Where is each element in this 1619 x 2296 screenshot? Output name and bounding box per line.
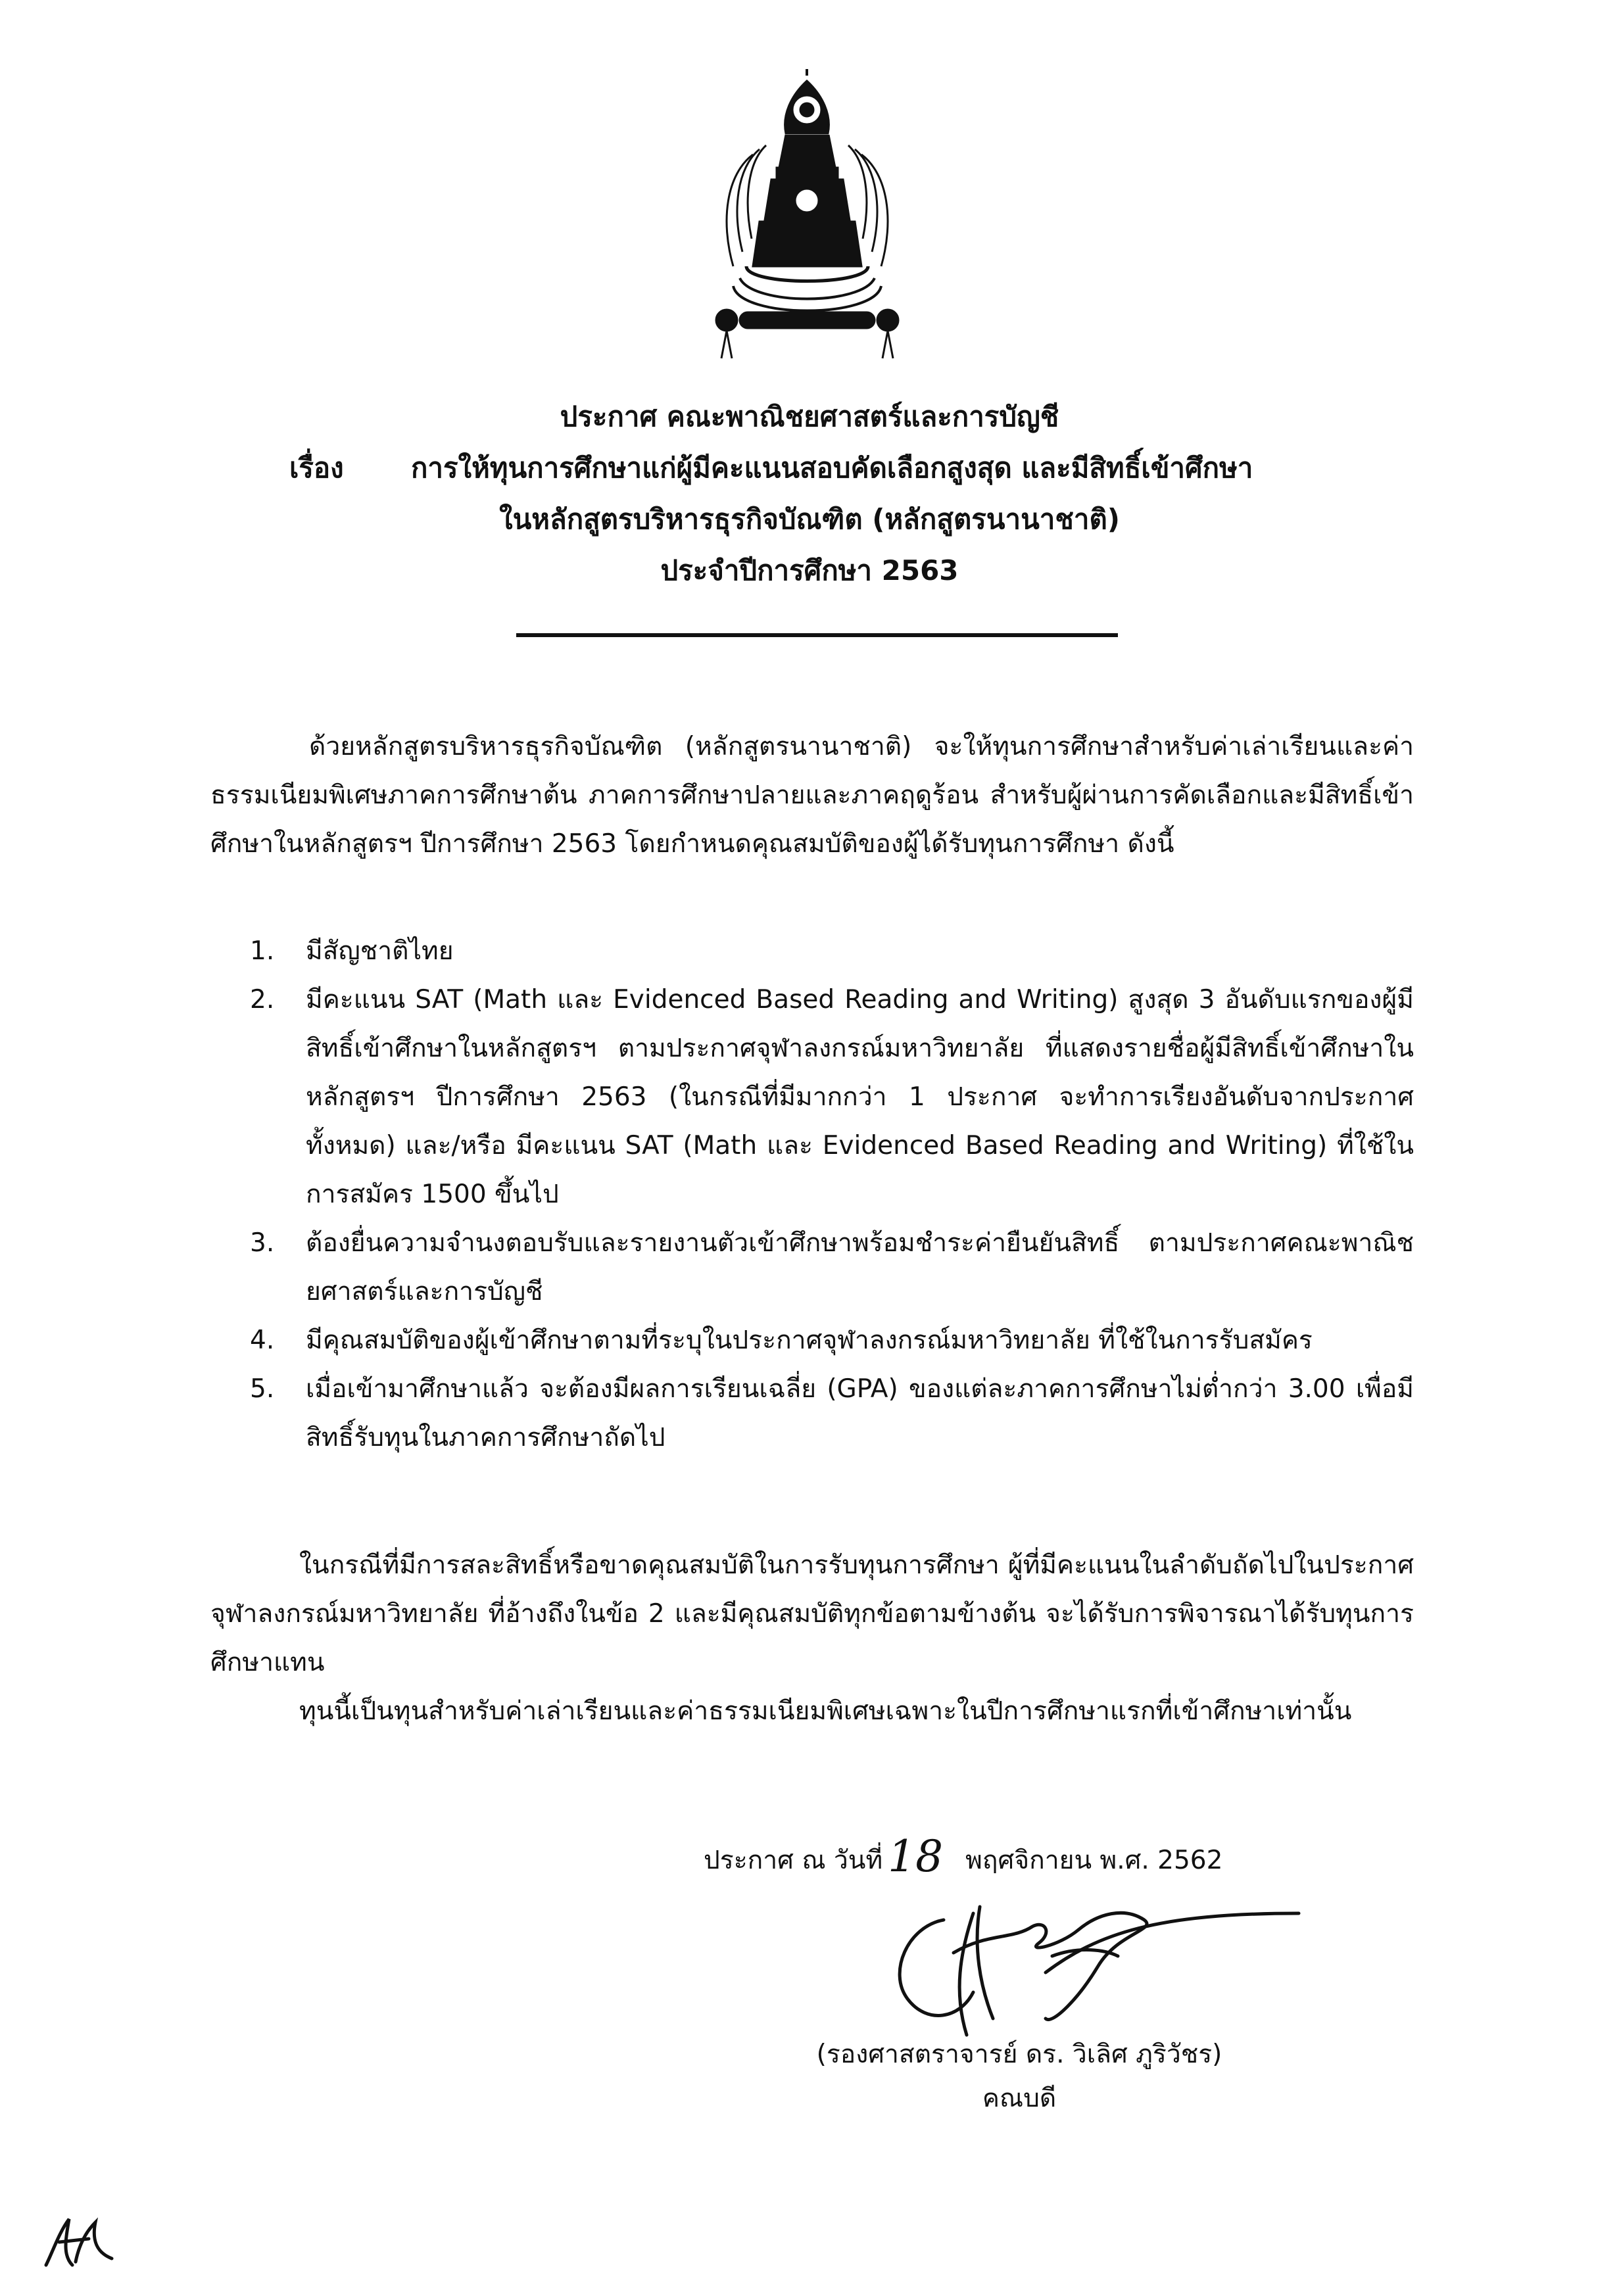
conditions-list <box>250 927 1414 1462</box>
title-block <box>0 391 1619 596</box>
scope-paragraph: ทุนนี้เป็นทุนสำหรับค่าเล่าเรียนและค่าธรรมเนียมพิเศษเฉพาะในปีการศึกษาแรกที่เข้าศึกษาเท่านั้น <box>299 1696 1352 1726</box>
list-item-text: มีคะแนน SAT (Math และ Evidenced Based Reading and Writing) สูงสุด 3 อันดับแรกของผู้มีสิทธิ์เข้าศึกษาในหลักสูตรฯ ตามประกาศจุฬาลงกรณ์มหาวิทยาลัย ที่แสดงรายชื่อผู้มีสิทธิ์เข้าศึกษาในหลักสูตรฯ ปีการศึกษา 2563 (ในกรณีที่มีมากกว่า 1 ประกาศ จะทำการเรียงอันดับจากประกาศทั้งหมด) และ/หรือ มีคะแนน SAT (Math และ Evidenced Based Reading and Writing) ที่ใช้ในการสมัคร 1500 ขึ้นไป <box>306 985 1414 1209</box>
subject-row <box>0 442 1619 494</box>
date-prefix: ประกาศ ณ วันที่ <box>704 1846 883 1875</box>
list-item <box>250 927 1414 976</box>
list-item <box>250 976 1414 1219</box>
signer-name: (รองศาสตราจารย์ ดร. วิเลิศ ภูริวัชร) <box>816 2040 1222 2069</box>
substitution-paragraph: ในกรณีที่มีการสละสิทธิ์หรือขาดคุณสมบัติในการรับทุนการศึกษา ผู้ที่มีคะแนนในลำดับถัดไปในประกาศจุฬาลงกรณ์มหาวิทยาลัย ที่อ้างถึงในข้อ 2 และมีคุณสมบัติทุกข้อตามข้างต้น จะได้รับการพิจารณาได้รับทุนการศึกษาแทน <box>210 1550 1414 1677</box>
date-month-year: พฤศจิกายน พ.ศ. 2562 <box>965 1846 1223 1875</box>
subject-label: เรื่อง <box>289 452 344 484</box>
list-item-text: มีสัญชาติไทย <box>306 936 454 966</box>
list-item-number: 1. <box>250 936 275 966</box>
list-item <box>250 1316 1414 1365</box>
list-item <box>250 1219 1414 1316</box>
announcement-title: ประกาศ คณะพาณิชยศาสตร์และการบัญชี <box>560 400 1059 433</box>
subject-text-1: การให้ทุนการศึกษาแก่ผู้มีคะแนนสอบคัดเลือกสูงสุด และมีสิทธิ์เข้าศึกษา <box>411 452 1253 484</box>
list-item-number: 5. <box>250 1374 275 1404</box>
list-item-text: ต้องยื่นความจำนงตอบรับและรายงานตัวเข้าศึกษาพร้อมชำระค่ายืนยันสิทธิ์ ตามประกาศคณะพาณิชยศาสตร์และการบัญชี <box>306 1228 1414 1306</box>
date-day: 18 <box>888 1831 944 1882</box>
list-item-number: 4. <box>250 1326 275 1355</box>
subject-text-2: ในหลักสูตรบริหารธุรกิจบัณฑิต (หลักสูตรนานาชาติ) <box>499 503 1120 535</box>
list-item-text: เมื่อเข้ามาศึกษาแล้ว จะต้องมีผลการเรียนเฉลี่ย (GPA) ของแต่ละภาคการศึกษาไม่ต่ำกว่า 3.00 เพื่อมีสิทธิ์รับทุนในภาคการศึกษาถัดไป <box>306 1374 1414 1452</box>
signature-icon <box>881 1894 1302 2045</box>
list-item <box>250 1365 1414 1462</box>
university-seal-icon <box>713 69 901 362</box>
title-divider <box>516 633 1118 637</box>
signer-title: คณบดี <box>982 2084 1057 2113</box>
subject-line <box>289 442 1253 494</box>
list-item-text: มีคุณสมบัติของผู้เข้าศึกษาตามที่ระบุในประกาศจุฬาลงกรณ์มหาวิทยาลัย ที่ใช้ในการรับสมัคร <box>306 1326 1313 1355</box>
intro-paragraph: ด้วยหลักสูตรบริหารธุรกิจบัณฑิต (หลักสูตรนานาชาติ) จะให้ทุนการศึกษาสำหรับค่าเล่าเรียนและค่าธรรมเนียมพิเศษภาคการศึกษาต้น ภาคการศึกษาปลายและภาคฤดูร้อน สำหรับผู้ผ่านการคัดเลือกและมีสิทธิ์เข้าศึกษาในหลักสูตรฯ ปีการศึกษา 2563 โดยกำหนดคุณสมบัติของผู้ได้รับทุนการศึกษา ดังนี้ <box>210 732 1414 859</box>
announcement-date <box>704 1831 1223 1882</box>
initials-mark-icon <box>39 2212 125 2272</box>
subject-text-3: ประจำปีการศึกษา 2563 <box>660 554 959 586</box>
list-item-number: 3. <box>250 1228 275 1258</box>
list-item-number: 2. <box>250 985 275 1015</box>
